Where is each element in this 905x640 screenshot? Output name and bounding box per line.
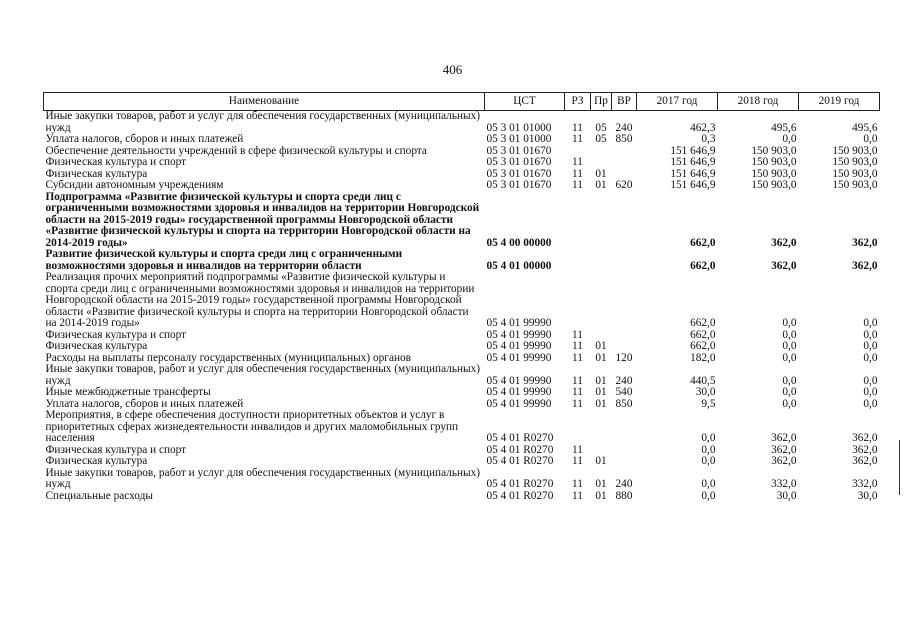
cell-name: Физическая культура и спорт: [45, 443, 187, 456]
cell-pr: 01: [595, 179, 607, 191]
cell-rz: [565, 249, 591, 272]
cell-2019: 0,0: [863, 340, 878, 352]
cell-name: Физическая культура: [45, 455, 148, 467]
cell-rz: 11: [572, 328, 583, 341]
cell-2018: 0,0: [782, 317, 797, 329]
cell-2019: 0,0: [863, 133, 878, 145]
cell-2017: 0,0: [701, 443, 716, 456]
cell-2018: 0,0: [782, 386, 797, 398]
cell-name: Субсидии автономным учреждениям: [45, 179, 224, 191]
cell-rz: 11: [572, 397, 583, 410]
margin-line: [899, 440, 900, 495]
column-header-pr: Пр: [591, 93, 612, 111]
cell-vr: 540: [615, 386, 633, 398]
cell-2017: 9,5: [701, 397, 716, 410]
cell-2019: 0,0: [863, 317, 878, 329]
cell-cst: 05 4 00 00000: [486, 236, 552, 249]
table-row: [44, 410, 880, 445]
cell-2019: 0,0: [863, 386, 878, 398]
cell-vr: 120: [615, 351, 633, 364]
cell-cst: 05 4 01 R0270: [486, 432, 554, 444]
cell-rz: [565, 410, 591, 445]
cell-vr: [612, 192, 637, 250]
cell-name: Иные межбюджетные трансферты: [45, 386, 211, 398]
cell-2018: 362,0: [771, 236, 797, 249]
cell-2018: 362,0: [771, 432, 797, 444]
cell-vr: 850: [615, 133, 633, 145]
cell-pr: 01: [595, 397, 607, 410]
cell-2019: 30,0: [857, 489, 878, 502]
cell-cst: 05 4 01 99990: [486, 328, 552, 341]
cell-rz: 11: [572, 489, 583, 502]
cell-2017: 151 646,9: [670, 179, 716, 191]
column-header-2017: 2017 год: [637, 93, 718, 111]
cell-name: Мероприятия, в сфере обеспечения доступности приоритетных объектов и услуг в приоритетных сферах жизнедеятельности инвалидов и других маломобильных групп населения: [45, 409, 459, 444]
table-row: [44, 157, 880, 169]
cell-2019: 362,0: [852, 443, 878, 456]
cell-2018: 362,0: [771, 455, 797, 467]
cell-pr: 05: [595, 121, 607, 134]
cell-name: Физическая культура и спорт: [45, 156, 187, 168]
cell-name: Развитие физической культуры и спорта среди лиц с ограниченными возможностями здоровья и инвалидов на территории области: [45, 248, 403, 272]
cell-2017: 182,0: [690, 351, 716, 364]
cell-vr: [612, 272, 637, 330]
cell-2018: 362,0: [771, 259, 797, 272]
cell-2017: 440,5: [690, 374, 716, 387]
cell-pr: 01: [595, 478, 607, 490]
cell-rz: 11: [572, 340, 583, 352]
cell-2018: 0,0: [782, 351, 797, 364]
cell-cst: 05 4 01 99990: [486, 386, 552, 398]
cell-name: Подпрограмма «Развитие физической культуры и спорта среди лиц с ограниченными возможностями здоровья и инвалидов на территории Новгородской области на 2015-2019 годы» государственной программы Новгородской области «Развитие физической культуры и спорта на территории Новгородской области на 2014-2019 годы»: [45, 190, 480, 249]
cell-name: Физическая культура: [45, 340, 148, 352]
cell-rz: 11: [572, 133, 583, 145]
cell-2018: 0,0: [782, 133, 797, 145]
cell-2017: 151 646,9: [670, 156, 716, 168]
cell-name: Расходы на выплаты персоналу государственных (муниципальных) органов: [45, 351, 411, 364]
table-row: [44, 111, 880, 135]
table-row: [44, 491, 880, 503]
cell-2019: 332,0: [852, 478, 878, 490]
cell-name: Физическая культура и спорт: [45, 328, 187, 341]
cell-2018: 0,0: [782, 340, 797, 352]
cell-pr: 01: [595, 374, 607, 387]
cell-2017: 151 646,9: [670, 167, 716, 180]
table-row: [44, 192, 880, 250]
cell-pr: 01: [595, 167, 607, 180]
cell-cst: 05 3 01 01670: [486, 144, 552, 157]
cell-2018: 332,0: [771, 478, 797, 490]
cell-rz: 11: [572, 386, 583, 398]
cell-cst: 05 4 01 00000: [486, 259, 552, 272]
cell-cst: 05 4 01 R0270: [486, 489, 554, 502]
table-row: [44, 445, 880, 457]
cell-pr: 01: [595, 489, 607, 502]
cell-rz: 11: [572, 443, 583, 456]
cell-cst: 05 3 01 01000: [486, 133, 552, 145]
cell-2019: 362,0: [852, 259, 878, 272]
cell-pr: [591, 146, 612, 158]
column-header-name: Наименование: [44, 93, 485, 111]
cell-vr: [612, 330, 637, 342]
cell-name: Иные закупки товаров, работ и услуг для обеспечения государственных (муниципальных) нужд: [45, 110, 481, 134]
cell-vr: [612, 341, 637, 353]
cell-vr: 880: [615, 489, 633, 502]
cell-pr: 01: [595, 340, 607, 352]
cell-2019: 0,0: [863, 397, 878, 410]
table-row: [44, 134, 880, 146]
cell-rz: [565, 192, 591, 250]
cell-2017: 151 646,9: [670, 144, 716, 157]
cell-rz: [565, 272, 591, 330]
cell-2018: 30,0: [776, 489, 797, 502]
cell-cst: 05 4 01 99990: [486, 351, 552, 364]
budget-table: [43, 92, 880, 502]
cell-vr: 240: [615, 478, 633, 490]
cell-name: Уплата налогов, сборов и иных платежей: [45, 397, 244, 410]
cell-2017: 30,0: [695, 386, 716, 398]
cell-cst: 05 3 01 01670: [486, 167, 552, 180]
table-row: [44, 364, 880, 387]
cell-vr: [612, 445, 637, 457]
column-header-2019: 2019 год: [799, 93, 880, 111]
cell-2019: 150 903,0: [832, 179, 878, 191]
cell-name: Реализация прочих мероприятий подпрограммы «Развитие физической культуры и спорта среди лиц с ограниченными возможностями здоровья и инвалидов на территории Новгородской области на 2015-2019 годы» государственной программы Новгородской области «Развитие физической культуры и спорта на территории Новгородской области на 2014-2019 годы»: [45, 271, 475, 329]
cell-2017: 662,0: [690, 259, 716, 272]
cell-2019: 0,0: [863, 351, 878, 364]
table-header-row: [44, 93, 880, 111]
cell-rz: 11: [572, 351, 583, 364]
cell-vr: [612, 456, 637, 468]
cell-2017: 662,0: [690, 236, 716, 249]
cell-rz: 11: [572, 455, 583, 467]
cell-2019: 362,0: [852, 432, 878, 444]
table-row: [44, 456, 880, 468]
cell-pr: 01: [595, 455, 607, 467]
cell-name: Специальные расходы: [45, 489, 153, 502]
table-body: [44, 111, 880, 503]
cell-2017: 0,0: [701, 489, 716, 502]
cell-pr: 01: [595, 351, 607, 364]
table-row: [44, 330, 880, 342]
cell-pr: 01: [595, 386, 607, 398]
cell-vr: [612, 249, 637, 272]
cell-2018: 0,0: [782, 328, 797, 341]
cell-cst: 05 3 01 01670: [486, 156, 552, 168]
table-row: [44, 272, 880, 330]
cell-2018: 150 903,0: [751, 156, 797, 168]
cell-cst: 05 4 01 99990: [486, 397, 552, 410]
cell-cst: 05 3 01 01000: [486, 121, 552, 134]
table-row: [44, 387, 880, 399]
table-row: [44, 468, 880, 491]
cell-vr: 850: [615, 397, 633, 410]
cell-name: Иные закупки товаров, работ и услуг для обеспечения государственных (муниципальных) нужд: [45, 466, 481, 490]
table-row: [44, 249, 880, 272]
cell-2019: 0,0: [863, 328, 878, 341]
cell-pr: [591, 192, 612, 250]
cell-rz: 11: [572, 374, 583, 387]
cell-cst: 05 4 01 99990: [486, 340, 552, 352]
cell-2017: 0,0: [701, 478, 716, 490]
cell-rz: 11: [572, 156, 583, 168]
cell-name: Физическая культура: [45, 167, 148, 180]
column-header-vr: ВР: [612, 93, 637, 111]
column-header-2018: 2018 год: [718, 93, 799, 111]
cell-name: Иные закупки товаров, работ и услуг для обеспечения государственных (муниципальных) нужд: [45, 363, 481, 387]
table-row: [44, 341, 880, 353]
cell-vr: [612, 146, 637, 158]
cell-2019: 0,0: [863, 374, 878, 387]
cell-name: Уплата налогов, сборов и иных платежей: [45, 133, 244, 145]
cell-vr: 240: [615, 374, 633, 387]
cell-cst: 05 4 01 99990: [486, 317, 552, 329]
cell-cst: 05 3 01 01670: [486, 179, 552, 191]
cell-2018: 150 903,0: [751, 144, 797, 157]
cell-2017: 0,0: [701, 455, 716, 467]
page-number: 406: [442, 62, 463, 77]
cell-2017: 662,0: [690, 328, 716, 341]
cell-2019: 150 903,0: [832, 144, 878, 157]
cell-2018: 362,0: [771, 443, 797, 456]
cell-2017: 462,3: [690, 121, 716, 134]
column-header-rz: РЗ: [565, 93, 591, 111]
cell-2017: 662,0: [690, 317, 716, 329]
cell-2018: 150 903,0: [751, 179, 797, 191]
cell-cst: 05 4 01 R0270: [486, 478, 554, 490]
cell-2019: 150 903,0: [832, 156, 878, 168]
cell-2018: 0,0: [782, 374, 797, 387]
cell-2018: 0,0: [782, 397, 797, 410]
cell-cst: 05 4 01 R0270: [486, 443, 554, 456]
cell-pr: [591, 410, 612, 445]
cell-pr: 05: [595, 133, 607, 145]
cell-rz: 11: [572, 167, 583, 180]
table-row: [44, 180, 880, 192]
cell-name: Обеспечение деятельности учреждений в сфере физической культуры и спорта: [45, 144, 427, 157]
cell-vr: [612, 410, 637, 445]
cell-2018: 150 903,0: [751, 167, 797, 180]
cell-2019: 150 903,0: [832, 167, 878, 180]
cell-2017: 0,0: [701, 432, 716, 444]
cell-2017: 662,0: [690, 340, 716, 352]
cell-vr: 240: [615, 121, 633, 134]
cell-pr: [591, 272, 612, 330]
cell-2017: 0,3: [701, 133, 716, 145]
cell-pr: [591, 157, 612, 169]
cell-cst: 05 4 01 R0270: [486, 455, 554, 467]
column-header-cst: ЦСТ: [485, 93, 565, 111]
cell-2019: 495,6: [852, 121, 878, 134]
cell-vr: 620: [615, 179, 633, 191]
cell-rz: 11: [572, 179, 583, 191]
cell-pr: [591, 249, 612, 272]
cell-rz: 11: [572, 121, 583, 134]
cell-cst: 05 4 01 99990: [486, 374, 552, 387]
cell-rz: 11: [572, 478, 583, 490]
cell-2019: 362,0: [852, 455, 878, 467]
cell-vr: [612, 157, 637, 169]
cell-2019: 362,0: [852, 236, 878, 249]
cell-2018: 495,6: [771, 121, 797, 134]
